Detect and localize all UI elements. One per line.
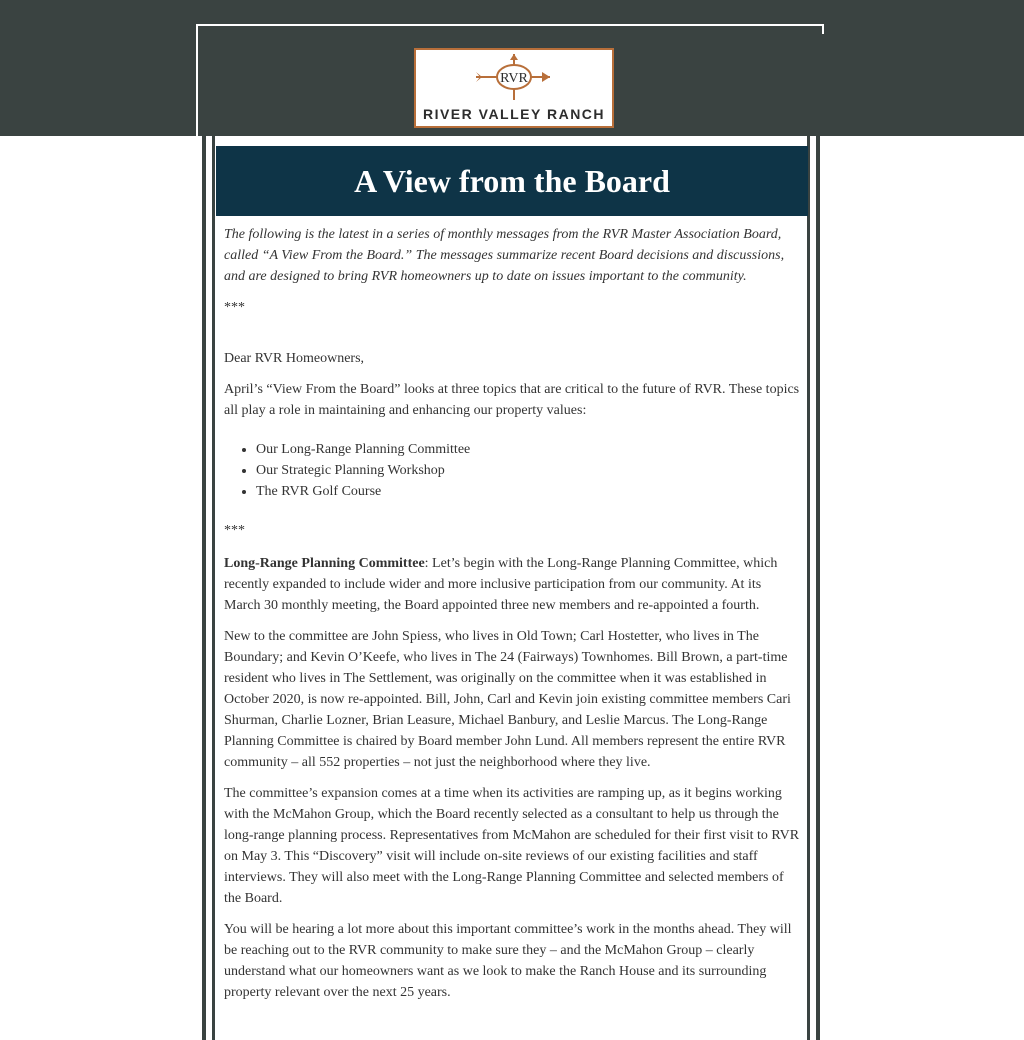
logo-name: RIVER VALLEY RANCH bbox=[422, 106, 606, 122]
section-paragraph bbox=[224, 553, 800, 616]
greeting: Dear RVR Homeowners, bbox=[224, 351, 365, 366]
section-paragraph: You will be hearing a lot more about this important committee’s work in the months ahead. They will be reaching out to the RVR community to make sure they – and the McMahon Group – clearly understand what our homeowners want as we look to make the Ranch House and its surrounding property relevant over the next 25 years. bbox=[224, 922, 792, 1000]
logo-monogram: RVR bbox=[500, 71, 528, 86]
article-body bbox=[224, 224, 800, 1013]
list-item: • Our Strategic Planning Workshop bbox=[256, 460, 800, 481]
list-item: • The RVR Golf Course bbox=[256, 481, 800, 502]
section-paragraph: The committee’s expansion comes at a time when its activities are ramping up, as it begins working with the McMahon Group, which the Board recently selected as a consultant to help us through the long-range planning process. Representatives from McMahon are scheduled for their first visit to RVR on May 3. This “Discovery” visit will include on-site reviews of our existing facilities and staff interviews. They will also meet with the Long-Range Planning Committee and selected members of the Board. bbox=[224, 786, 800, 906]
separator: *** bbox=[224, 523, 245, 538]
topic-list bbox=[224, 439, 800, 502]
logo-area bbox=[206, 34, 824, 136]
intro-paragraph: The following is the latest in a series of monthly messages from the RVR Master Association Board, called “A View From the Board.” The messages summarize recent Board decisions and discussions, and are designed to bring RVR homeowners up to date on issues important to the community. bbox=[224, 227, 785, 284]
section-heading: Long-Range Planning Committee bbox=[224, 556, 425, 571]
list-item: • Our Long-Range Planning Committee bbox=[256, 439, 800, 460]
section-text: : Let’s begin with the Long-Range Planning Committee, which recently expanded to include wider and more inclusive participation from our community. At its March 30 monthly meeting, the Board appointed three new members and re-appointed a fourth. bbox=[224, 556, 778, 613]
separator: *** bbox=[224, 300, 245, 315]
lead-paragraph: April’s “View From the Board” looks at three topics that are critical to the future of RVR. These topics all play a role in maintaining and enhancing our property values: bbox=[224, 382, 800, 418]
rvr-logo bbox=[414, 48, 614, 128]
page-title: A View from the Board bbox=[354, 162, 670, 199]
title-banner bbox=[216, 146, 808, 216]
rvr-emblem-icon bbox=[472, 52, 556, 102]
section-paragraph: New to the committee are John Spiess, who lives in Old Town; Carl Hostetter, who lives in The Boundary; and Kevin O’Keefe, who lives in The 24 (Fairways) Townhomes. Bill Brown, a part-time resident who lives in The Settlement, was originally on the committee when it was established in October 2020, is now re-appointed. Bill, John, Carl and Kevin join existing committee members Cari Shurman, Charlie Lozner, Brian Leasure, Michael Banbury, and Leslie Marcus. The Long-Range Planning Committee is chaired by Board member John Lund. All members represent the entire RVR community – all 552 properties – not just the neighborhood where they live. bbox=[224, 629, 791, 770]
